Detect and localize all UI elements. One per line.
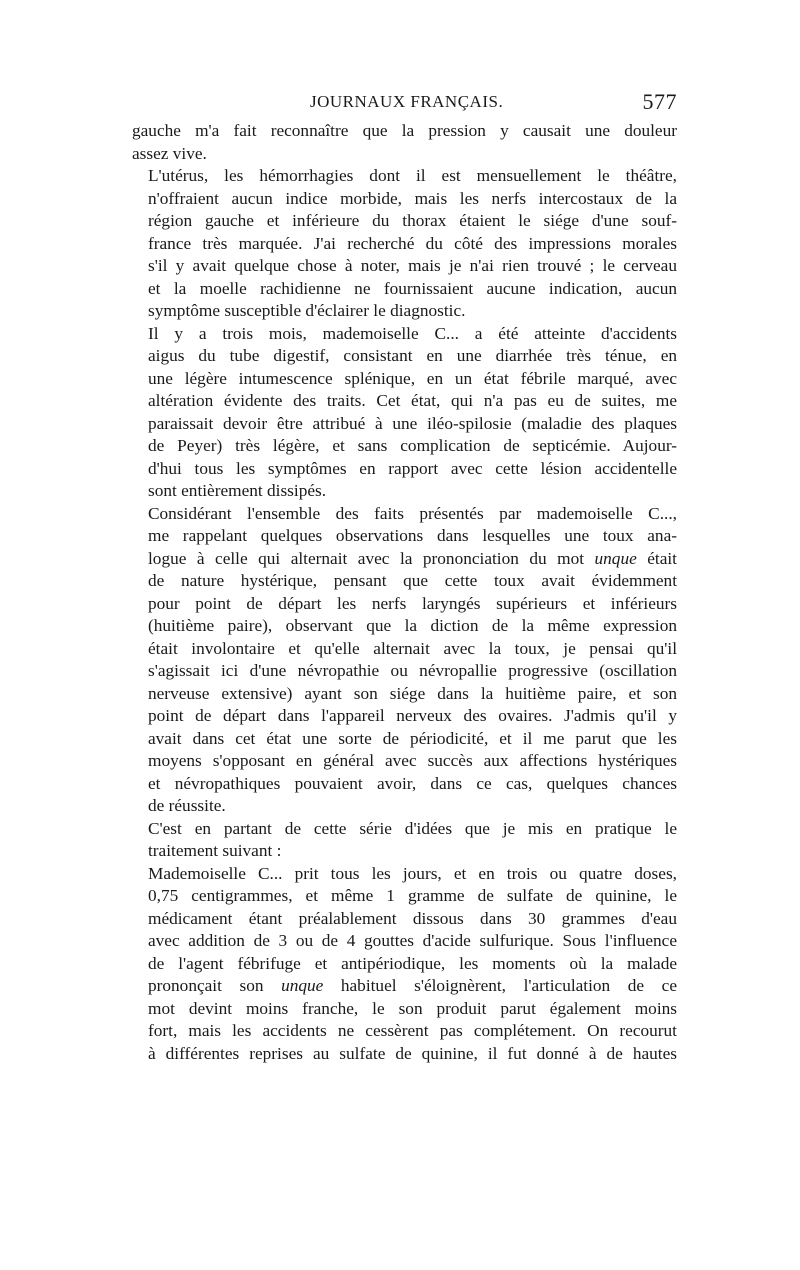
paragraph [132, 818, 677, 863]
text-line: n'offraient aucun indice morbide, mais les nerfs intercostaux de la [148, 188, 677, 208]
text-line: était involontaire et qu'elle alternait avec la toux, je pensai qu'il [148, 638, 677, 658]
text-line: (huitième paire), observant que la diction de la même expression [148, 616, 677, 635]
running-title: JOURNAUX FRANÇAIS. [310, 92, 504, 111]
text-line: région gauche et inférieure du thorax étaient le siége d'une souf- [148, 211, 677, 230]
text-line: une légère intumescence splénique, en un état fébrile marqué, avec [148, 368, 677, 388]
text-line: et la moelle rachidienne ne fournissaient aucune indication, aucun [148, 278, 677, 298]
text-line: Mademoiselle C... prit tous les jours, et en trois ou quatre doses, [148, 863, 677, 883]
paragraph [132, 165, 677, 323]
text-line: assez vive. [132, 143, 207, 163]
text-line: nerveuse extensive) ayant son siége dans la huitième paire, et son [148, 683, 677, 703]
text-line: L'utérus, les hémorrhagies dont il est mensuellement le théâtre, [148, 166, 677, 185]
page-number: 577 [642, 89, 677, 114]
text-line: gauche m'a fait reconnaître que la pression y causait une douleur [132, 121, 677, 140]
paragraph [132, 863, 677, 1066]
text-line: me rappelant quelques observations dans lesquelles une toux ana- [148, 526, 677, 545]
text-line: fort, mais les accidents ne cessèrent pas complétement. On recourut [148, 1021, 677, 1040]
text-line: de réussite. [148, 796, 226, 815]
text-line: logue à celle qui alternait avec la prononciation du mot unque était [148, 548, 677, 568]
text-line: C'est en partant de cette série d'idées que je mis en pratique le [148, 818, 677, 838]
text-line: mot devint moins franche, le son produit parut également moins [148, 998, 677, 1018]
text-line: de Peyer) très légère, et sans complication de septicémie. Aujour- [148, 436, 677, 455]
text-line: et névropathiques pouvaient avoir, dans ce cas, quelques chances [148, 773, 677, 793]
text-line: s'il y avait quelque chose à noter, mais je n'ai rien trouvé ; le cerveau [148, 256, 677, 275]
text-line: sont entièrement dissipés. [148, 481, 327, 500]
text-line: avait dans cet état une sorte de périodicité, et il me parut que les [148, 728, 677, 748]
text-line: 0,75 centigrammes, et même 1 gramme de sulfate de quinine, le [148, 886, 677, 905]
text-line: avec addition de 3 ou de 4 gouttes d'acide sulfurique. Sous l'influence [148, 931, 677, 950]
text-line: Considérant l'ensemble des faits présentés par mademoiselle C..., [148, 503, 677, 523]
text-line: de l'agent fébrifuge et antipériodique, les moments où la malade [148, 953, 677, 973]
paragraph [132, 503, 677, 818]
text-line: d'hui tous les symptômes en rapport avec cette lésion accidentelle [148, 458, 677, 478]
paragraph [132, 323, 677, 503]
paragraph [132, 120, 677, 165]
text-line: paraissait devoir être attribué à une iléo-spilosie (maladie des plaques [148, 413, 677, 433]
text-line: moyens s'opposant en général avec succès aux affections hystériques [148, 751, 677, 770]
text-line: symptôme susceptible d'éclairer le diagnostic. [148, 301, 466, 320]
running-head [132, 89, 677, 120]
text-line: traitement suivant : [148, 841, 282, 860]
text-line: médicament étant préalablement dissous dans 30 grammes d'eau [148, 908, 677, 928]
text-line: Il y a trois mois, mademoiselle C... a été atteinte d'accidents [148, 323, 677, 343]
text-line: aigus du tube digestif, consistant en une diarrhée très ténue, en [148, 346, 677, 365]
text-line: prononçait son unque habituel s'éloignèrent, l'articulation de ce [148, 976, 677, 995]
text-line: france très marquée. J'ai recherché du côté des impressions morales [148, 233, 677, 253]
text-line: altération évidente des traits. Cet état, qui n'a pas eu de suites, me [148, 391, 677, 410]
text-line: point de départ dans l'appareil nerveux des ovaires. J'admis qu'il y [148, 706, 677, 725]
text-line: à différentes reprises au sulfate de quinine, il fut donné à de hautes [148, 1043, 677, 1063]
book-page [132, 89, 677, 1065]
text-line: s'agissait ici d'une névropathie ou névropallie progressive (oscillation [148, 661, 677, 680]
text-line: pour point de départ les nerfs laryngés supérieurs et inférieurs [148, 593, 677, 613]
text-line: de nature hystérique, pensant que cette toux avait évidemment [148, 571, 677, 590]
body-text [132, 120, 677, 1065]
